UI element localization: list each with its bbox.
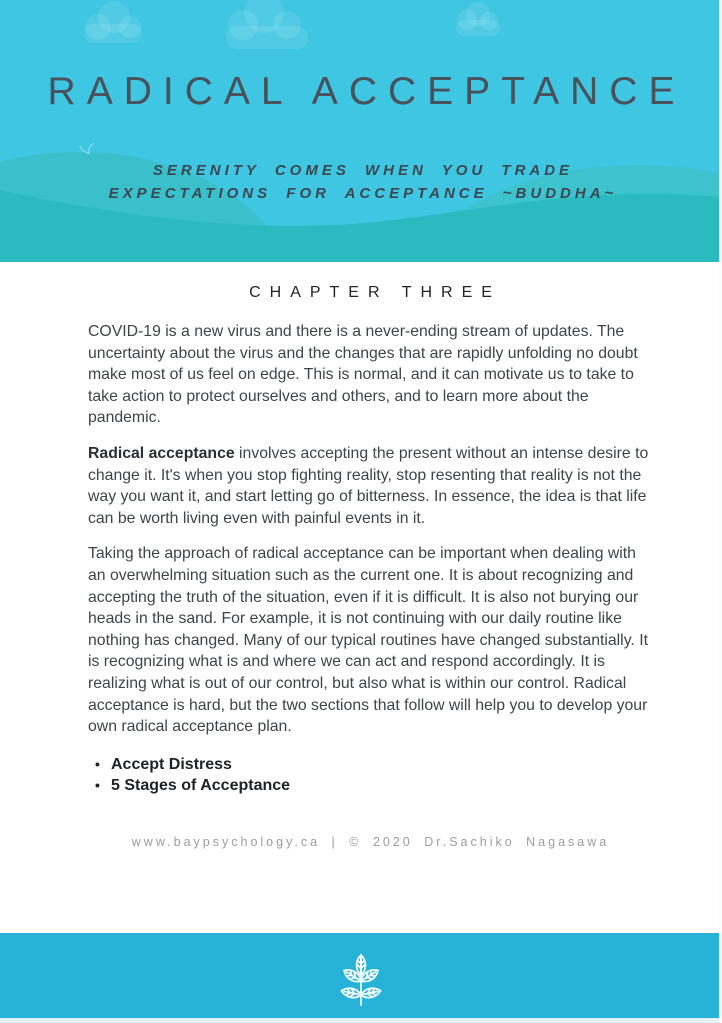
quote-line-2: EXPECTATIONS FOR ACCEPTANCE ~BUDDHA~ (108, 185, 618, 202)
header-waves-graphic (0, 0, 722, 262)
paragraph-covid-intro: COVID-19 is a new virus and there is a never-ending stream of updates. The uncertainty about the virus and the changes that are rapidly unfolding no doubt make most of us feel on edge. This is normal, and it can motivate us to take to take action to protect ourselves and others, and to learn more about the pandemic. (88, 323, 638, 427)
header-band (0, 0, 722, 262)
bullet-list (88, 754, 653, 797)
page-body (0, 262, 722, 933)
buddha-quote (0, 159, 722, 205)
paragraph-rest: involves accepting the present without an intense desire to change it. It's when you stop fighting reality, stop resenting that reality is not the way you want it, and start letting go of bitterness. In essence, the idea is that life can be worth living even with painful events in it. (88, 444, 649, 527)
bullet-dot: • (95, 755, 100, 772)
page-edge-bottom (0, 1018, 722, 1023)
paragraph-radical-acceptance (88, 443, 653, 529)
cloud-icon (456, 2, 500, 36)
quote-line-1: SERENITY COMES WHEN YOU TRADE (152, 162, 574, 179)
cloud-icon (84, 1, 142, 43)
leaf-sprig-icon (335, 945, 387, 1007)
list-item-label: Accept Distress (111, 755, 232, 773)
bullet-dot: • (95, 777, 100, 794)
body-copy (88, 321, 653, 849)
cloud-icon (226, 0, 308, 49)
list-item (95, 775, 653, 797)
paragraph-bold-lead: Radical acceptance (88, 444, 235, 462)
page-title: RADICAL ACCEPTANCE (47, 70, 686, 113)
chapter-heading: CHAPTER THREE (249, 284, 501, 301)
list-item (95, 754, 653, 776)
list-item-label: 5 Stages of Acceptance (111, 777, 291, 795)
paragraph-approach: Taking the approach of radical acceptance can be important when dealing with an overwhelming situation such as the current one. It is about recognizing and accepting the truth of the situation, even if it is difficult. It is also not burying our heads in the sand. For example, it is not continuing with our daily routine like nothing has changed. Many of our typical routines have changed substantially. It is recognizing what is and where we can act and respond accordingly. It is realizing what is out of our control, but also what is within our control. Radical acceptance is hard, but the two sections that follow will help you to develop your own radical acceptance plan. (88, 545, 648, 736)
footer-credit: www.baypsychology.ca | © 2020 Dr.Sachiko Nagasawa (131, 834, 610, 849)
footer-band (0, 933, 722, 1018)
